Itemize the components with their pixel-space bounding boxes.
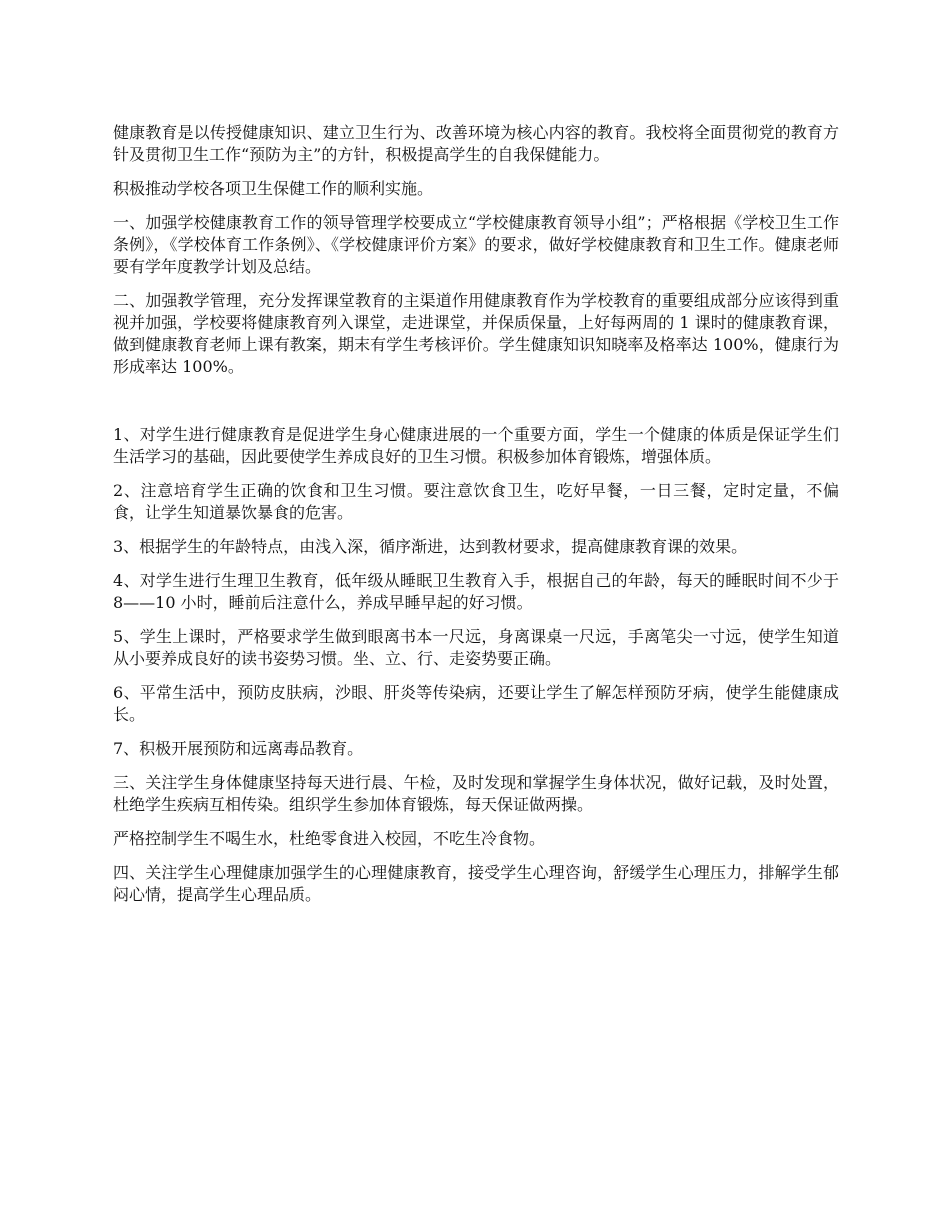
list-item-6: 6、平常生活中，预防皮肤病，沙眼、肝炎等传染病，还要让学生了解怎样预防牙病，使学生能健康成长。 bbox=[113, 683, 839, 724]
list-item-5: 5、学生上课时，严格要求学生做到眼离书本一尺远，身离课桌一尺远，手离笔尖一寸远，使学生知道从小要养成良好的读书姿势习惯。坐、立、行、走姿势要正确。 bbox=[113, 627, 839, 668]
paragraph-section-two: 二、加强教学管理，充分发挥课堂教育的主渠道作用健康教育作为学校教育的重要组成部分应该得到重视并加强，学校要将健康教育列入课堂，走进课堂，并保质保量，上好每两周的 1 课时的健康教育课，做到健康教育老师上课有教案，期末有学生考核评价。学生健康知识知晓率及格率达 100%，健康行为形成率达 100%。 bbox=[113, 291, 839, 376]
document-page bbox=[113, 122, 839, 918]
paragraph-implementation: 积极推动学校各项卫生保健工作的顺利实施。 bbox=[113, 179, 434, 198]
list-item-4: 4、对学生进行生理卫生教育，低年级从睡眠卫生教育入手，根据自己的年龄，每天的睡眠时间不少于 8——10 小时，睡前后注意什么，养成早睡早起的好习惯。 bbox=[113, 571, 839, 612]
paragraph-section-one: 一、加强学校健康教育工作的领导管理学校要成立“学校健康教育领导小组”；严格根据《学校卫生工作条例》，《学校体育工作条例》、《学校健康评价方案》的要求，做好学校健康教育和卫生工作。健康老师要有学年度教学计划及总结。 bbox=[113, 213, 839, 276]
paragraph-section-four: 四、关注学生心理健康加强学生的心理健康教育，接受学生心理咨询，舒缓学生心理压力，排解学生郁闷心情，提高学生心理品质。 bbox=[113, 863, 839, 904]
paragraph-water-food: 严格控制学生不喝生水，杜绝零食进入校园，不吃生冷食物。 bbox=[113, 829, 546, 848]
paragraph-intro: 健康教育是以传授健康知识、建立卫生行为、改善环境为核心内容的教育。我校将全面贯彻党的教育方针及贯彻卫生工作“预防为主”的方针，积极提高学生的自我保健能力。 bbox=[113, 123, 839, 164]
list-item-2: 2、注意培育学生正确的饮食和卫生习惯。要注意饮食卫生，吃好早餐，一日三餐，定时定量，不偏食，让学生知道暴饮暴食的危害。 bbox=[113, 481, 839, 522]
blank-gap bbox=[113, 390, 839, 424]
list-item-3: 3、根据学生的年龄特点，由浅入深，循序渐进，达到教材要求，提高健康教育课的效果。 bbox=[113, 537, 748, 556]
paragraph-section-three: 三、关注学生身体健康坚持每天进行晨、午检，及时发现和掌握学生身体状况，做好记载，及时处置，杜绝学生疾病互相传染。组织学生参加体育锻炼，每天保证做两操。 bbox=[113, 773, 839, 814]
list-item-7: 7、积极开展预防和远离毒品教育。 bbox=[113, 739, 364, 758]
list-item-1: 1、对学生进行健康教育是促进学生身心健康进展的一个重要方面，学生一个健康的体质是保证学生们生活学习的基础，因此要使学生养成良好的卫生习惯。积极参加体育锻炼，增强体质。 bbox=[113, 425, 839, 466]
